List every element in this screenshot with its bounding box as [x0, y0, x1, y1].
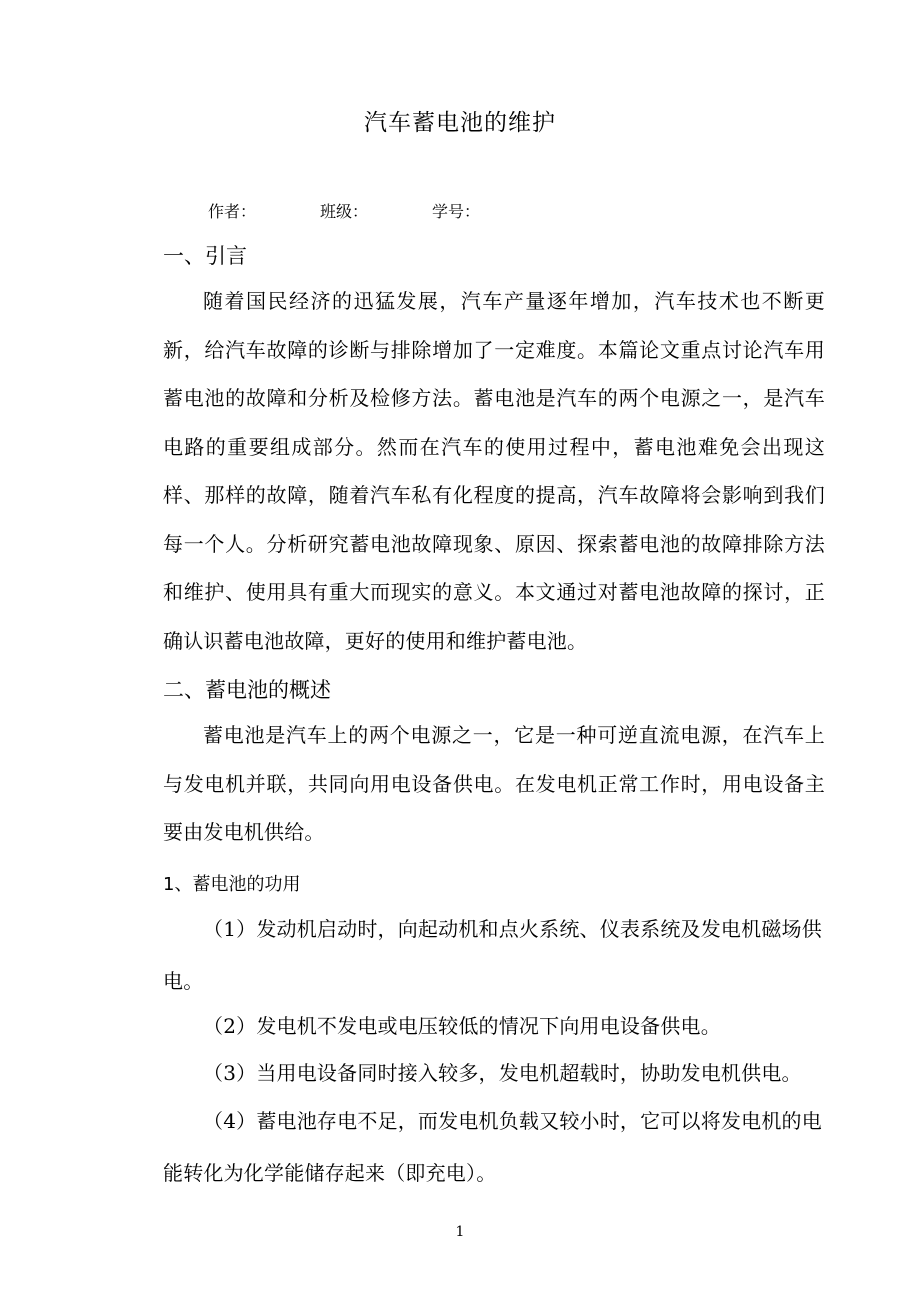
author-label: 作者：	[208, 202, 257, 221]
introduction-paragraph: 随着国民经济的迅猛发展，汽车产量逐年增加，汽车技术也不断更新，给汽车故障的诊断与排除增加了一定难度。本篇论文重点讨论汽车用蓄电池的故障和分析及检修方法。蓄电池是汽车的两个电源之一，是汽车电路的重要组成部分。然而在汽车的使用过程中，蓄电池难免会出现这样、那样的故障，随着汽车私有化程度的提高，汽车故障将会影响到我们每一个人。分析研究蓄电池故障现象、原因、探索蓄电池的故障排除方法和维护、使用具有重大而现实的意义。本文通过对蓄电池故障的探讨，正确认识蓄电池故障，更好的使用和维护蓄电池。	[163, 289, 825, 653]
subsection-heading-functions: 1、蓄电池的功用	[163, 874, 301, 895]
author-info-line	[208, 199, 480, 222]
page-number: 1	[455, 1224, 465, 1240]
list-item: （1）发动机启动时，向起动机和点火系统、仪表系统及发电机磁场供电。	[163, 917, 822, 993]
list-item: （2）发电机不发电或电压较低的情况下向用电设备供电。	[203, 1014, 721, 1038]
student-id-label: 学号：	[432, 202, 481, 221]
section-heading-overview: 二、蓄电池的概述	[163, 678, 331, 702]
list-item: （4）蓄电池存电不足，而发电机负载又较小时，它可以将发电机的电能转化为化学能储存起来（即充电）。	[163, 1109, 822, 1185]
section-heading-introduction: 一、引言	[163, 244, 247, 268]
overview-paragraph: 蓄电池是汽车上的两个电源之一，它是一种可逆直流电源，在汽车上与发电机并联，共同向用电设备供电。在发电机正常工作时，用电设备主要由发电机供给。	[163, 723, 825, 844]
document-title: 汽车蓄电池的维护	[364, 110, 556, 136]
class-label: 班级：	[320, 202, 369, 221]
list-item: （3）当用电设备同时接入较多，发电机超载时，协助发电机供电。	[203, 1061, 802, 1085]
